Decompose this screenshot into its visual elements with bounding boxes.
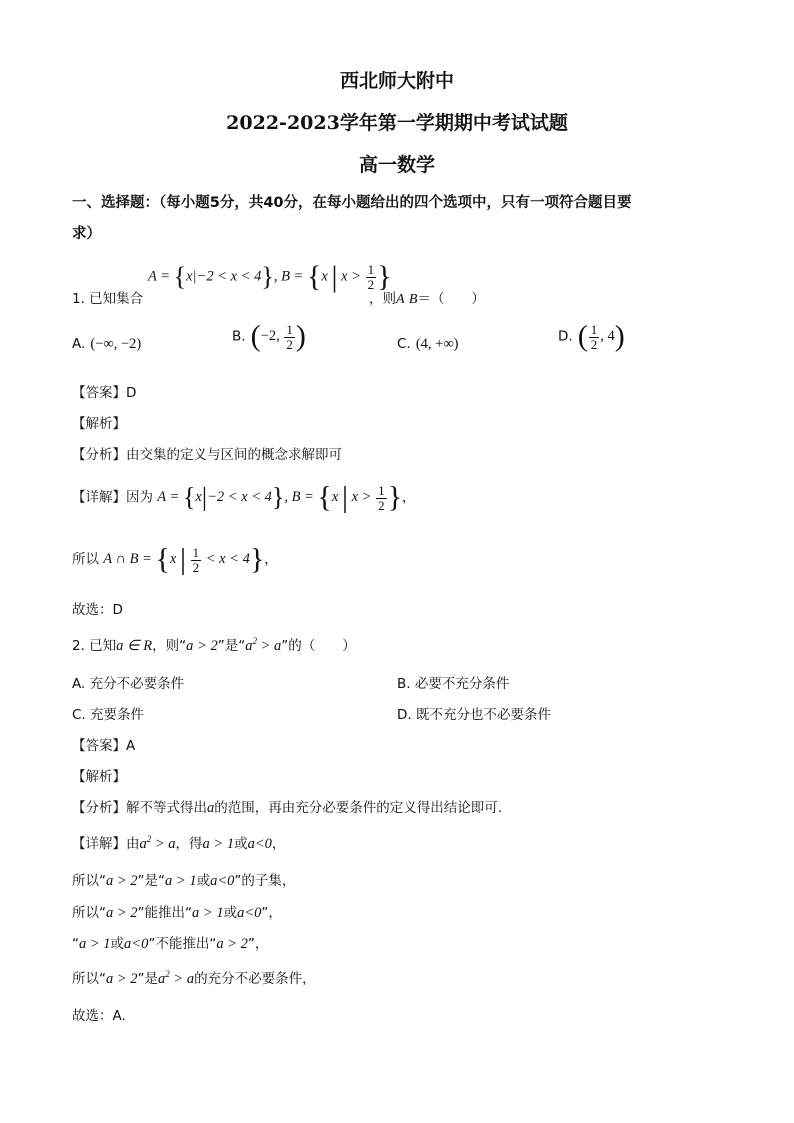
q1-choose: 故选：D (72, 602, 123, 618)
subject-title: 高一数学 (358, 154, 435, 176)
q1-answer: 【答案】D (72, 385, 137, 401)
q1-option-b: B. (−2, $\frac{1}{2}$ ) (232, 320, 306, 353)
school-title: 西北师大附中 (339, 70, 454, 92)
q2-xiangjie-line2: 所以“a > 2”是“a > 1或a<0”的子集， (72, 873, 296, 889)
q1-prefix: 1. 已知集合 (72, 291, 144, 307)
q2-analysis-tag: 【解析】 (72, 769, 126, 785)
q2-fenxi: 【分析】解不等式得出a的范围，再由充分必要条件的定义得出结论即可. (72, 800, 503, 816)
q2-option-c: C. 充要条件 (72, 707, 145, 723)
section-heading-line2: 求） (72, 226, 101, 242)
q1-set-definition: A = {x|−2 < x < 4}, B = {x | x > $\frac{1}{2}$ } (148, 260, 392, 293)
q2-choose: 故选：A. (72, 1008, 126, 1024)
q1-option-c: C. (4, +∞) (397, 336, 459, 352)
q2-option-b: B. 必要不充分条件 (397, 676, 510, 692)
exam-title: 2022-2023学年第一学期期中考试试题 (226, 112, 568, 134)
q1-then: ，则A B＝（ ） (369, 291, 485, 307)
q1-analysis-tag: 【解析】 (72, 416, 126, 432)
q1-fenxi: 【分析】由交集的定义与区间的概念求解即可 (72, 447, 342, 463)
q2-answer: 【答案】A (72, 738, 136, 754)
q1-option-d: D. ( $\frac{1}{2}$ , 4) (558, 320, 625, 353)
section-heading-line1: 一、选择题：（每小题5分，共40分，在每小题给出的四个选项中，只有一项符合题目要 (72, 195, 632, 211)
q2-xiangjie-line1: 【详解】由$a^2 > a$，得a > 1或a<0， (72, 834, 286, 852)
q2-stem: 2. 已知a ∈ R，则“a > 2”是“$a^2 > a$”的（ ） (72, 636, 356, 654)
q2-option-a: A. 充分不必要条件 (72, 676, 185, 692)
q1-option-a: A. (−∞, −2) (72, 336, 142, 352)
q1-intersection: 所以 A ∩ B = {x | $\frac{1}{2}$ < x < 4}， (72, 543, 278, 576)
q1-xiangjie: 【详解】因为 A = {x|−2 < x < 4}, B = {x | x > $\frac{1}{2}$ }， (72, 481, 416, 514)
q2-option-d: D. 既不充分也不必要条件 (397, 707, 551, 723)
q2-xiangjie-line3: 所以“a > 2”能推出“a > 1或a<0”， (72, 905, 282, 921)
q2-xiangjie-line4: “a > 1或a<0”不能推出“a > 2”， (72, 936, 269, 952)
q2-xiangjie-line5: 所以“a > 2”是$a^2 > a$的充分不必要条件， (72, 969, 316, 987)
